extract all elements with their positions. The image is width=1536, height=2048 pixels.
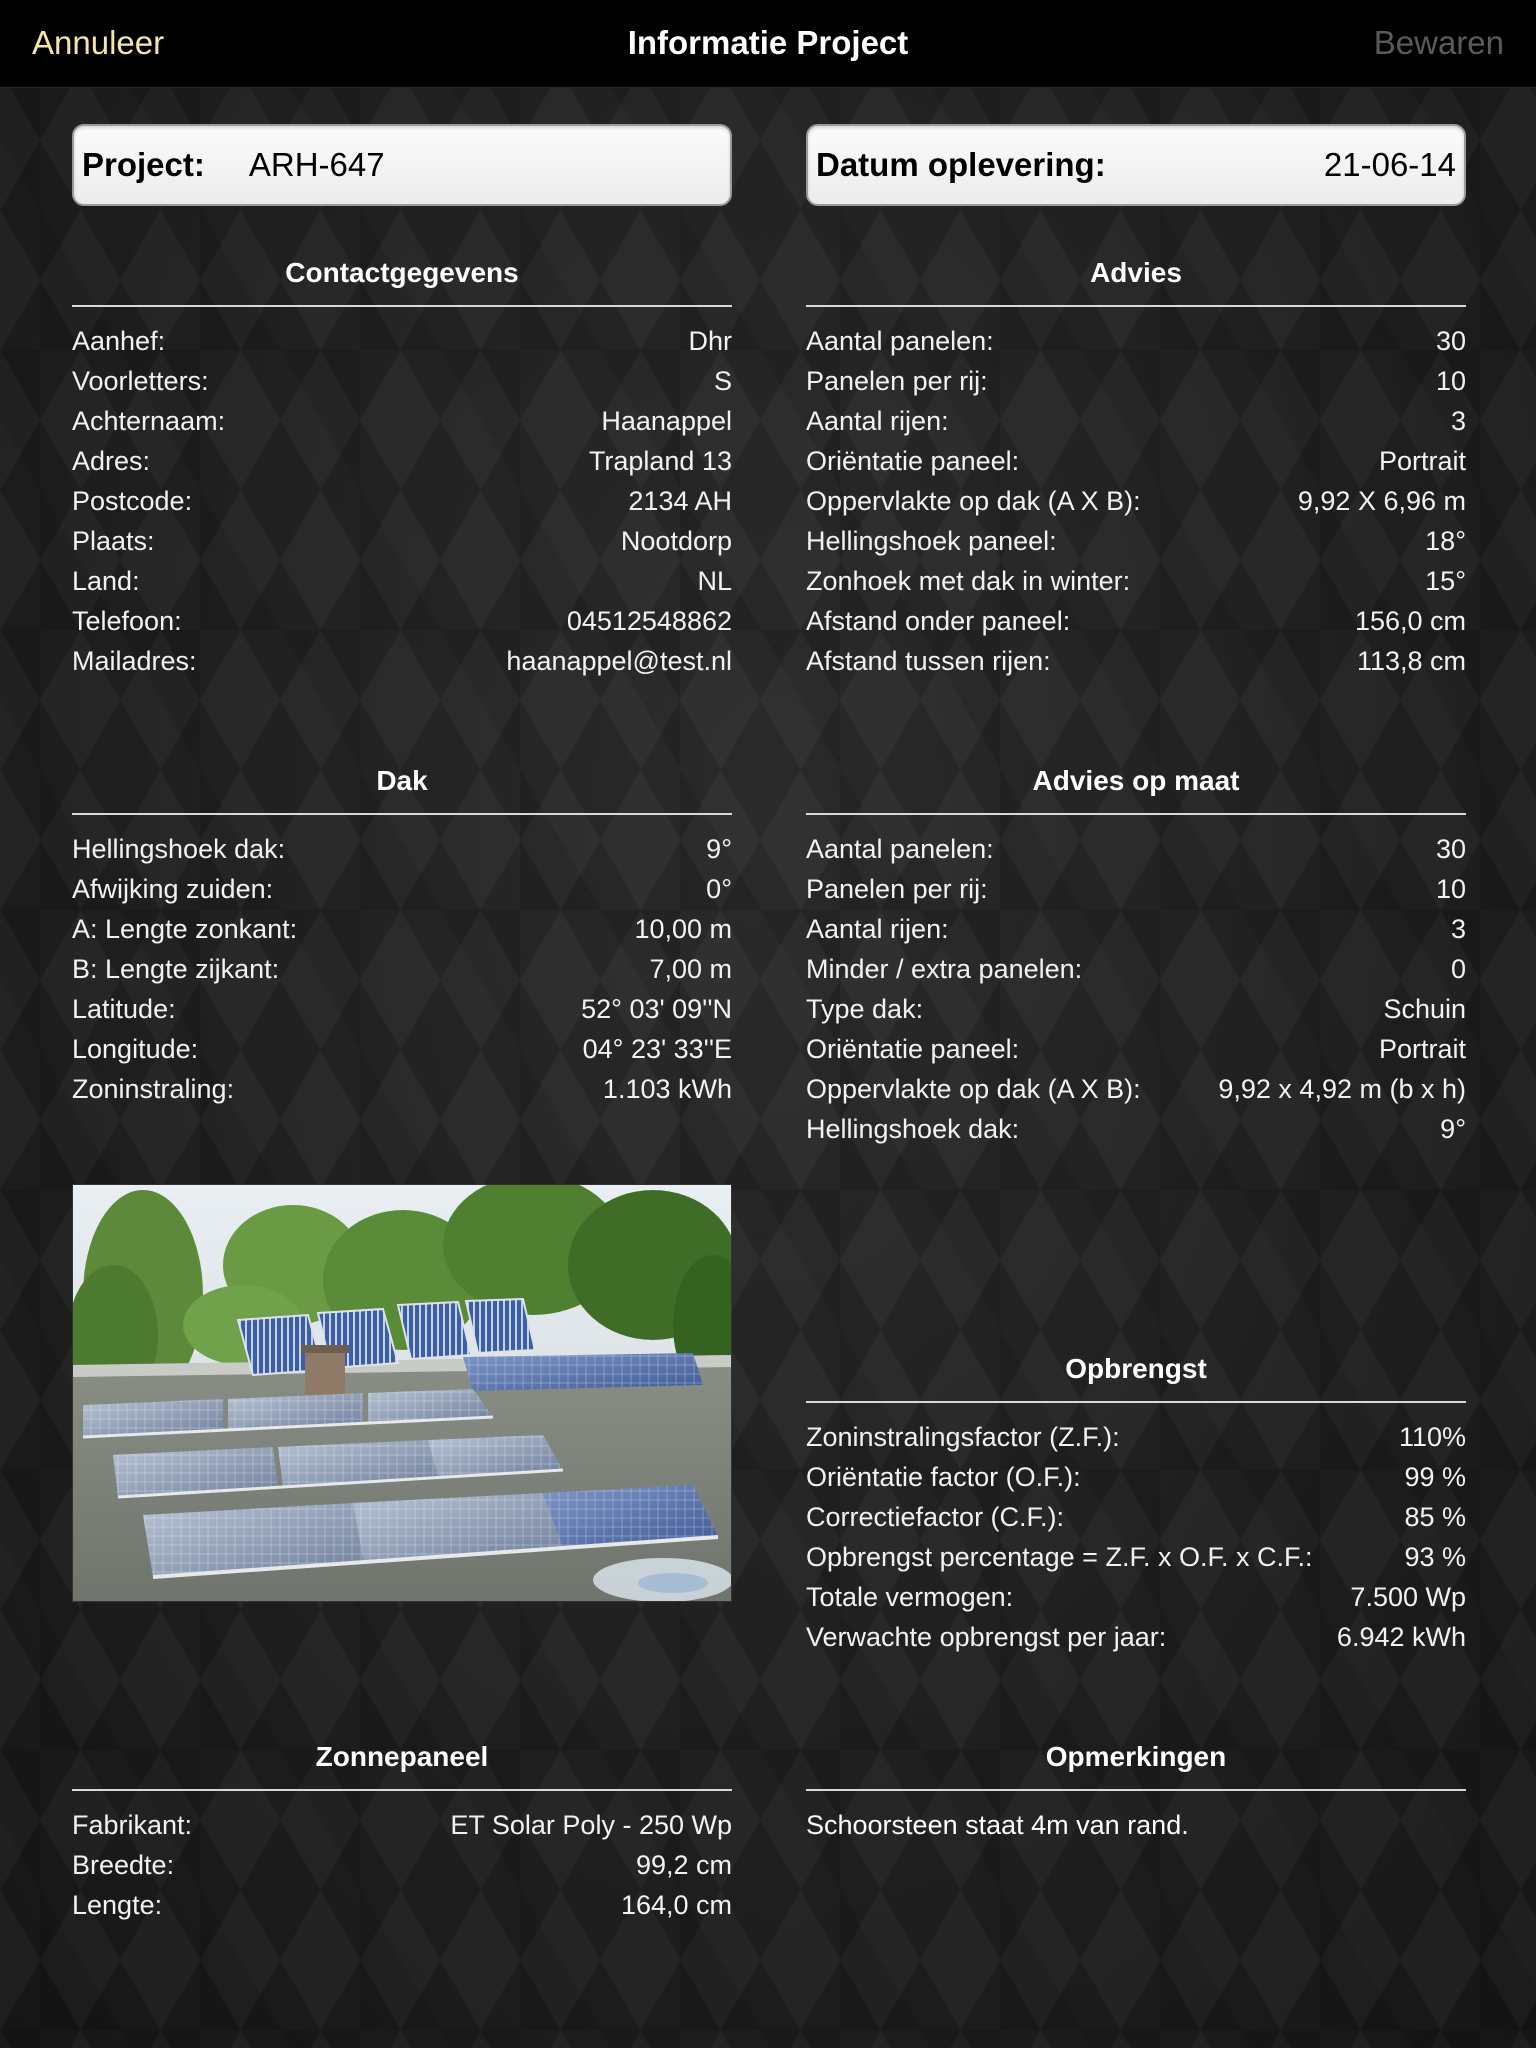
row-value: Trapland 13: [588, 446, 732, 476]
info-row: [72, 441, 732, 481]
info-row: [806, 909, 1466, 949]
info-row: [806, 321, 1466, 361]
row-value: 93 %: [1404, 1542, 1466, 1572]
row-label: Breedte:: [72, 1850, 175, 1880]
row-label: Oriëntatie paneel:: [806, 446, 1020, 476]
row-label: Hellingshoek dak:: [72, 834, 286, 864]
info-row: [72, 641, 732, 681]
info-row: [72, 949, 732, 989]
section-divider: [806, 305, 1466, 307]
row-label: Zoninstraling:: [72, 1074, 235, 1104]
section-divider: [72, 813, 732, 815]
row-value: 2134 AH: [628, 486, 732, 516]
row-value: 7,00 m: [649, 954, 732, 984]
info-row: [72, 829, 732, 869]
info-row: [806, 1109, 1466, 1149]
row-value: 52° 03' 09''N: [581, 994, 732, 1024]
row-label: Correctiefactor (C.F.):: [806, 1502, 1065, 1532]
remarks-section: [806, 1740, 1466, 1845]
row-label: Oriëntatie factor (O.F.):: [806, 1462, 1081, 1492]
row-label: B: Lengte zijkant:: [72, 954, 280, 984]
solar-panel-section: [72, 1740, 732, 1925]
row-label: Aantal rijen:: [806, 914, 949, 944]
row-value: 99 %: [1404, 1462, 1466, 1492]
row-value: 30: [1435, 834, 1466, 864]
row-value: 164,0 cm: [620, 1890, 732, 1920]
row-label: Plaats:: [72, 526, 155, 556]
row-value: 6.942 kWh: [1336, 1622, 1466, 1652]
section-title: Contactgegevens: [285, 257, 519, 288]
row-label: Lengte:: [72, 1890, 163, 1920]
info-row: [806, 481, 1466, 521]
info-row: [72, 1029, 732, 1069]
row-label: Panelen per rij:: [806, 366, 988, 396]
info-row: [72, 1805, 732, 1845]
row-value: 10: [1435, 874, 1466, 904]
remarks-text[interactable]: Schoorsteen staat 4m van rand.: [806, 1810, 1189, 1840]
row-label: Postcode:: [72, 486, 193, 516]
row-label: Panelen per rij:: [806, 874, 988, 904]
info-row: [806, 401, 1466, 441]
contact-section: [72, 256, 732, 681]
section-divider: [806, 813, 1466, 815]
info-row: [72, 909, 732, 949]
row-value: 85 %: [1404, 1502, 1466, 1532]
row-value: Nootdorp: [620, 526, 732, 556]
row-value: 10,00 m: [634, 914, 732, 944]
row-value: 04° 23' 33''E: [582, 1034, 732, 1064]
info-row: [806, 829, 1466, 869]
row-value: Haanappel: [601, 406, 732, 436]
row-label: Afstand tussen rijen:: [806, 646, 1051, 676]
row-label: Type dak:: [806, 994, 924, 1024]
row-label: Land:: [72, 566, 140, 596]
row-label: Fabrikant:: [72, 1810, 193, 1840]
info-row: [72, 989, 732, 1029]
section-title: Advies: [1090, 257, 1182, 288]
info-row: [806, 949, 1466, 989]
info-row: [72, 1845, 732, 1885]
info-row: [806, 989, 1466, 1029]
row-label: Adres:: [72, 446, 151, 476]
row-value: 30: [1435, 326, 1466, 356]
row-label: Longitude:: [72, 1034, 199, 1064]
row-label: Totale vermogen:: [806, 1582, 1014, 1612]
info-row: [72, 321, 732, 361]
delivery-date-value: 21-06-14: [1323, 146, 1456, 183]
info-row: [806, 1029, 1466, 1069]
row-label: Achternaam:: [72, 406, 226, 436]
section-divider: [806, 1789, 1466, 1791]
project-label: Project:: [82, 146, 205, 183]
row-value: 10: [1435, 366, 1466, 396]
row-label: Aantal rijen:: [806, 406, 949, 436]
row-value: 3: [1450, 914, 1466, 944]
info-row: [72, 401, 732, 441]
row-label: Minder / extra panelen:: [806, 954, 1083, 984]
info-row: [806, 601, 1466, 641]
row-label: Telefoon:: [72, 606, 182, 636]
row-value: 9°: [1440, 1114, 1466, 1144]
info-row: [806, 641, 1466, 681]
save-button[interactable]: Bewaren: [1373, 24, 1504, 61]
row-value: 99,2 cm: [635, 1850, 732, 1880]
info-row: [806, 1577, 1466, 1617]
page-title: Informatie Project: [627, 24, 909, 61]
row-label: Oriëntatie paneel:: [806, 1034, 1020, 1064]
row-value: 15°: [1425, 566, 1466, 596]
info-row: [806, 1457, 1466, 1497]
row-value: 3: [1450, 406, 1466, 436]
row-label: A: Lengte zonkant:: [72, 914, 298, 944]
row-value: 7.500 Wp: [1350, 1582, 1466, 1612]
delivery-date-field[interactable]: [806, 124, 1466, 206]
custom-advice-section: [806, 764, 1466, 1149]
info-row: [72, 521, 732, 561]
row-label: Latitude:: [72, 994, 176, 1024]
project-value: ARH-647: [248, 146, 385, 183]
section-title: Zonnepaneel: [315, 1741, 489, 1772]
info-row: [806, 869, 1466, 909]
info-row: [72, 869, 732, 909]
row-value: Portrait: [1378, 446, 1466, 476]
section-title: Opbrengst: [1065, 1353, 1207, 1384]
row-label: Hellingshoek dak:: [806, 1114, 1020, 1144]
project-field[interactable]: [72, 124, 732, 206]
row-value: 0°: [706, 874, 732, 904]
row-label: Afstand onder paneel:: [806, 606, 1071, 636]
row-value: Dhr: [688, 326, 732, 356]
row-label: Aantal panelen:: [806, 834, 994, 864]
row-value: 1.103 kWh: [602, 1074, 732, 1104]
section-title: Advies op maat: [1032, 765, 1240, 796]
navigation-bar: [0, 0, 1536, 88]
row-value: 9°: [706, 834, 732, 864]
row-label: Aantal panelen:: [806, 326, 994, 356]
row-value: 04512548862: [566, 606, 732, 636]
cancel-button[interactable]: Annuleer: [32, 24, 165, 61]
row-value: NL: [697, 566, 732, 596]
info-row: [806, 1417, 1466, 1457]
info-row: [72, 481, 732, 521]
section-title: Dak: [376, 765, 428, 796]
section-divider: [72, 305, 732, 307]
info-row: [806, 1497, 1466, 1537]
row-label: Oppervlakte op dak (A X B):: [806, 1074, 1141, 1104]
row-label: Mailadres:: [72, 646, 197, 676]
row-value: Schuin: [1383, 994, 1466, 1024]
info-row: [806, 521, 1466, 561]
info-row: [806, 1537, 1466, 1577]
info-row: [806, 1069, 1466, 1109]
row-label: Hellingshoek paneel:: [806, 526, 1057, 556]
advice-section: [806, 256, 1466, 681]
info-row: [72, 561, 732, 601]
row-value: Portrait: [1378, 1034, 1466, 1064]
delivery-date-label: Datum oplevering:: [816, 146, 1106, 183]
row-value: 110%: [1398, 1422, 1466, 1452]
info-row: [72, 601, 732, 641]
section-divider: [806, 1401, 1466, 1403]
info-row: [72, 1069, 732, 1109]
row-label: Afwijking zuiden:: [72, 874, 274, 904]
roof-section: [72, 764, 732, 1109]
yield-section: [806, 1352, 1466, 1657]
info-row: [72, 361, 732, 401]
row-label: Aanhef:: [72, 326, 166, 356]
row-value: 9,92 x 4,92 m (b x h): [1218, 1074, 1466, 1104]
section-title: Opmerkingen: [1045, 1741, 1227, 1772]
row-value: haanappel@test.nl: [506, 646, 732, 676]
roof-photo: [72, 1184, 732, 1602]
row-value: 9,92 X 6,96 m: [1297, 486, 1466, 516]
row-label: Oppervlakte op dak (A X B):: [806, 486, 1141, 516]
row-value: 18°: [1425, 526, 1466, 556]
row-value: S: [713, 366, 732, 396]
info-row: [806, 361, 1466, 401]
info-row: [806, 561, 1466, 601]
row-value: 0: [1450, 954, 1466, 984]
row-label: Voorletters:: [72, 366, 209, 396]
row-value: 113,8 cm: [1356, 646, 1466, 676]
row-label: Zonhoek met dak in winter:: [806, 566, 1131, 596]
row-value: 156,0 cm: [1354, 606, 1466, 636]
row-label: Zoninstralingsfactor (Z.F.):: [806, 1422, 1120, 1452]
row-value: ET Solar Poly - 250 Wp: [450, 1810, 732, 1840]
section-divider: [72, 1789, 732, 1791]
info-row: [72, 1885, 732, 1925]
row-label: Verwachte opbrengst per jaar:: [806, 1622, 1167, 1652]
info-row: [806, 441, 1466, 481]
row-label: Opbrengst percentage = Z.F. x O.F. x C.F.:: [806, 1542, 1313, 1572]
info-row: [806, 1617, 1466, 1657]
